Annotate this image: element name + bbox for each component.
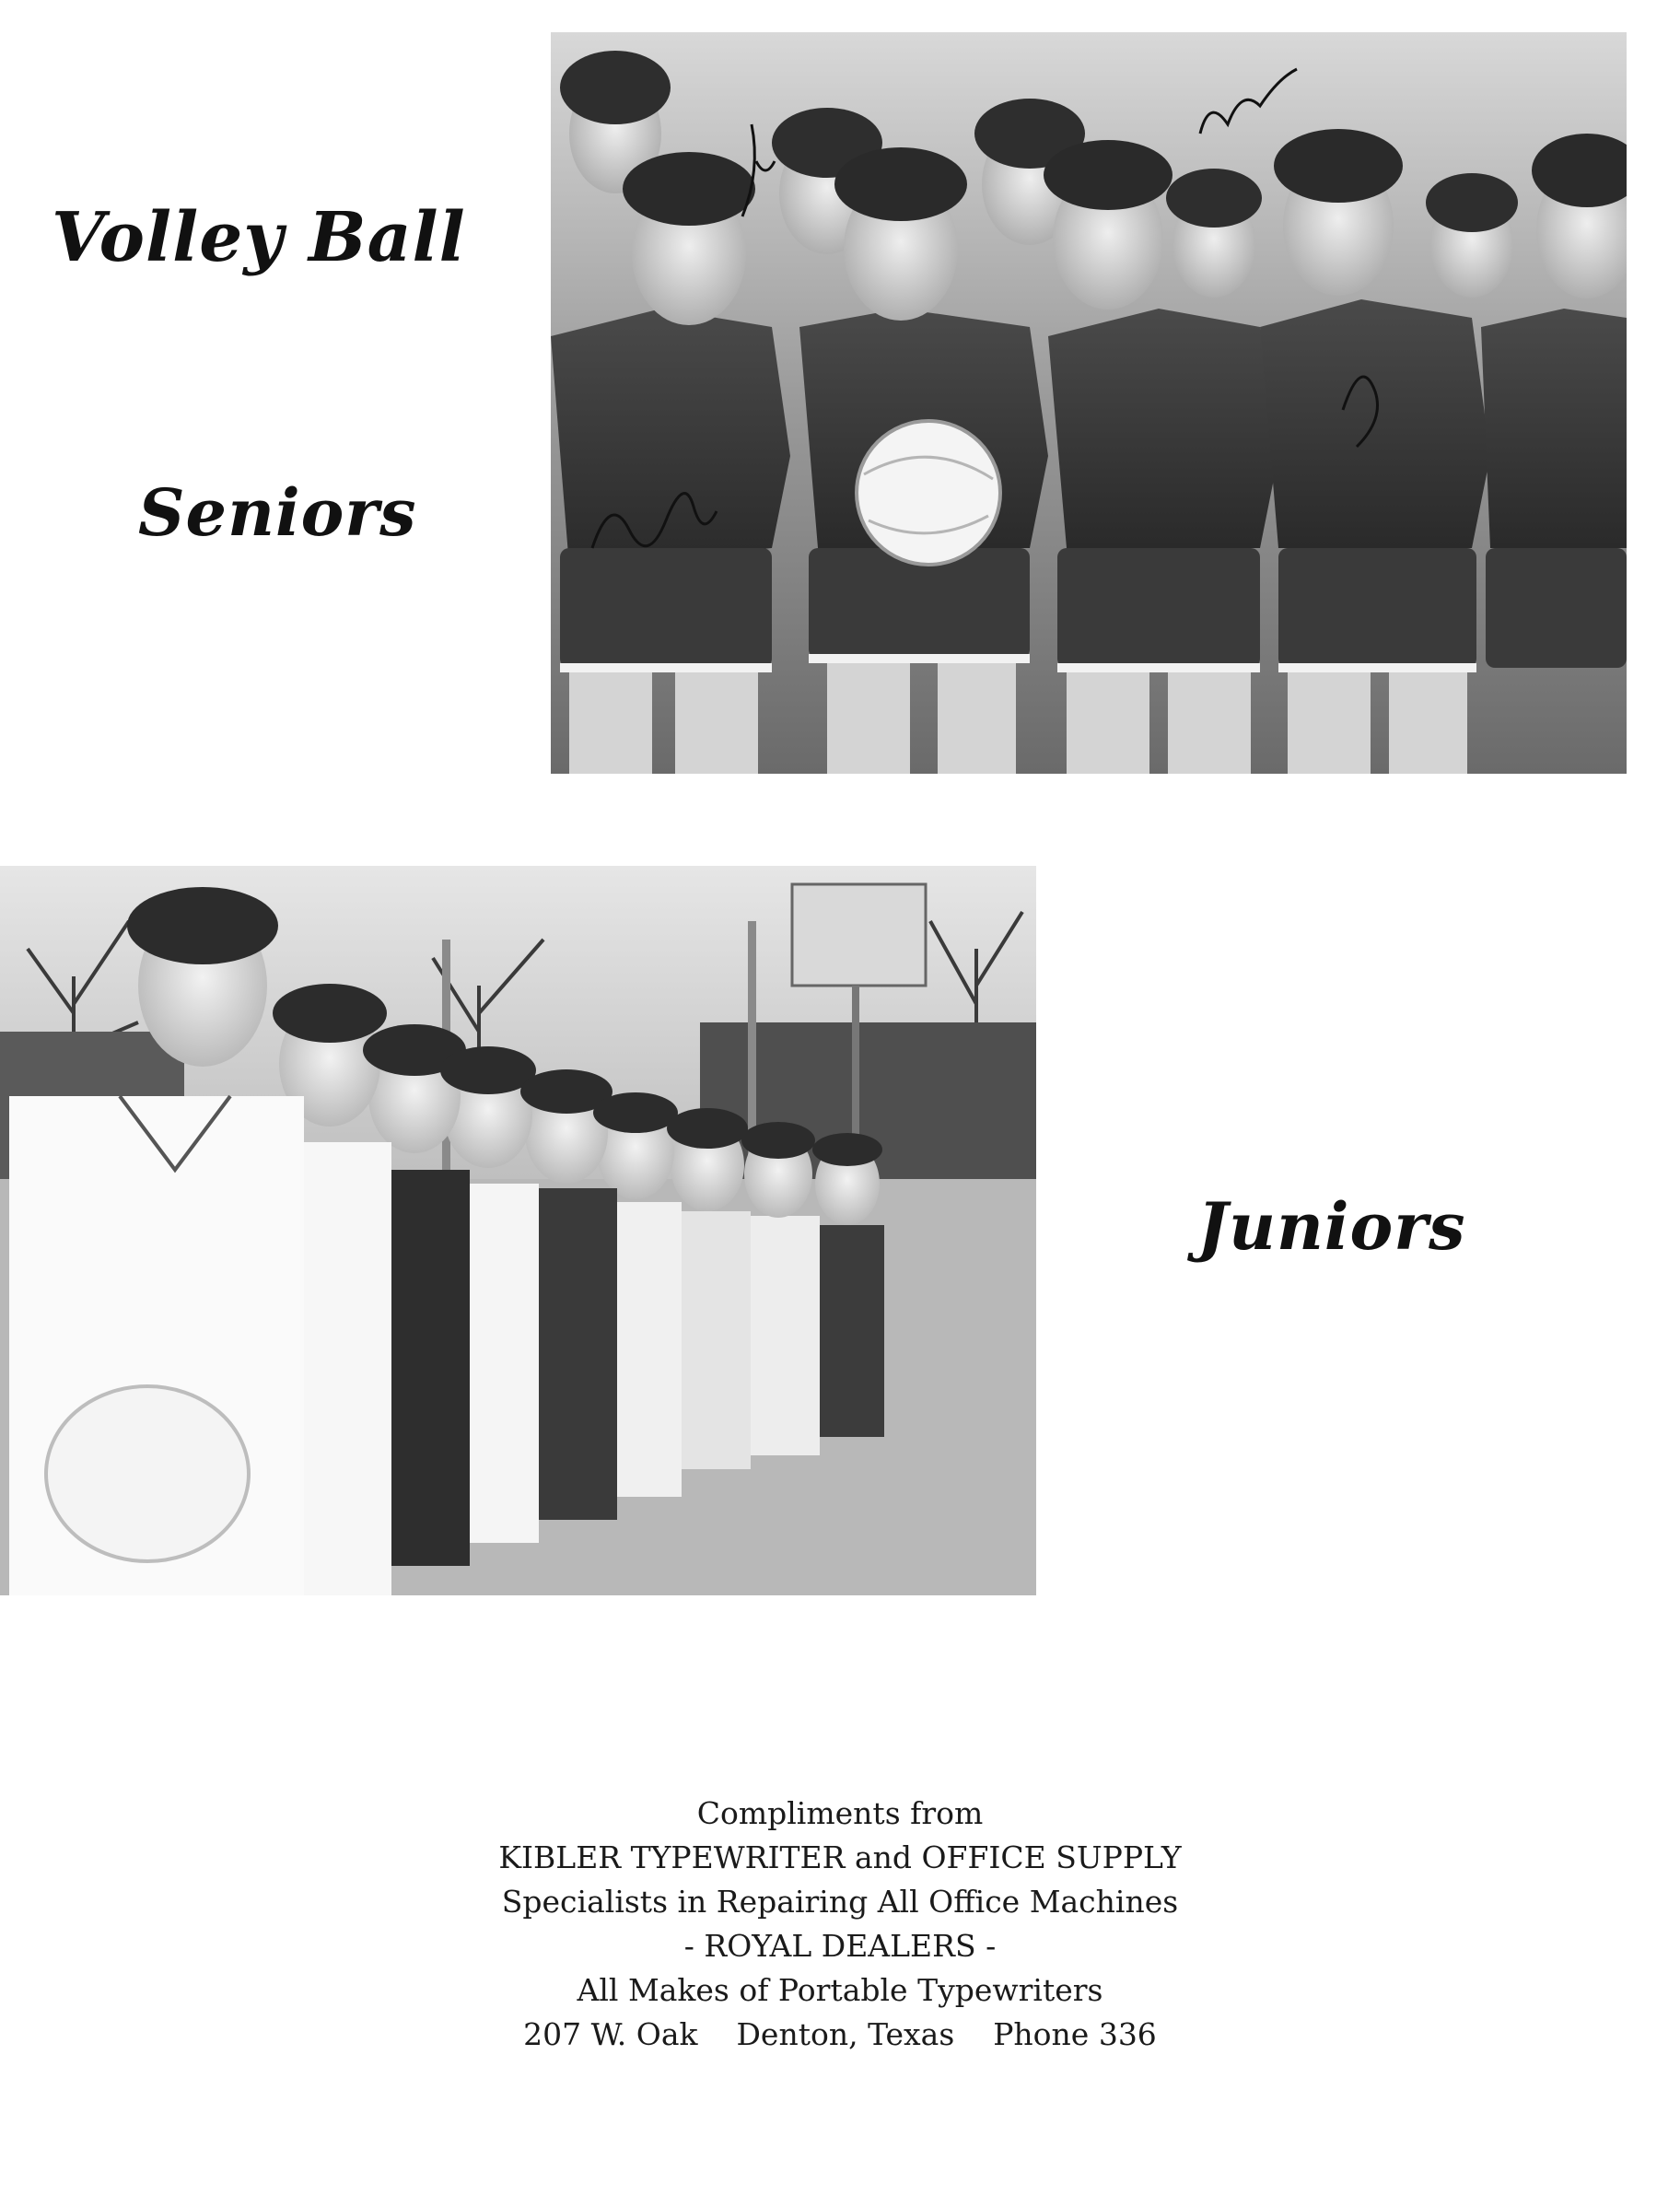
ad-line-specialists: Specialists in Repairing All Office Machines (501, 1884, 1179, 1920)
ad-line-address: 207 W. Oak Denton, Texas Phone 336 (523, 2016, 1157, 2052)
seniors-heading: Seniors (138, 474, 417, 551)
ad-line-portables: All Makes of Portable Typewriters (577, 1972, 1103, 2008)
juniors-team-photo (0, 866, 1036, 1595)
ad-line-dealers: - ROYAL DEALERS - (683, 1928, 997, 1964)
ad-line-company: KIBLER TYPEWRITER and OFFICE SUPPLY (498, 1839, 1182, 1875)
seniors-team-photo (551, 32, 1627, 774)
sponsor-advertisement (333, 1792, 1347, 2057)
juniors-heading: Juniors (1197, 1188, 1466, 1265)
volley-ball-heading: Volley Ball (52, 198, 466, 277)
ad-line-compliments: Compliments from (696, 1795, 984, 1831)
